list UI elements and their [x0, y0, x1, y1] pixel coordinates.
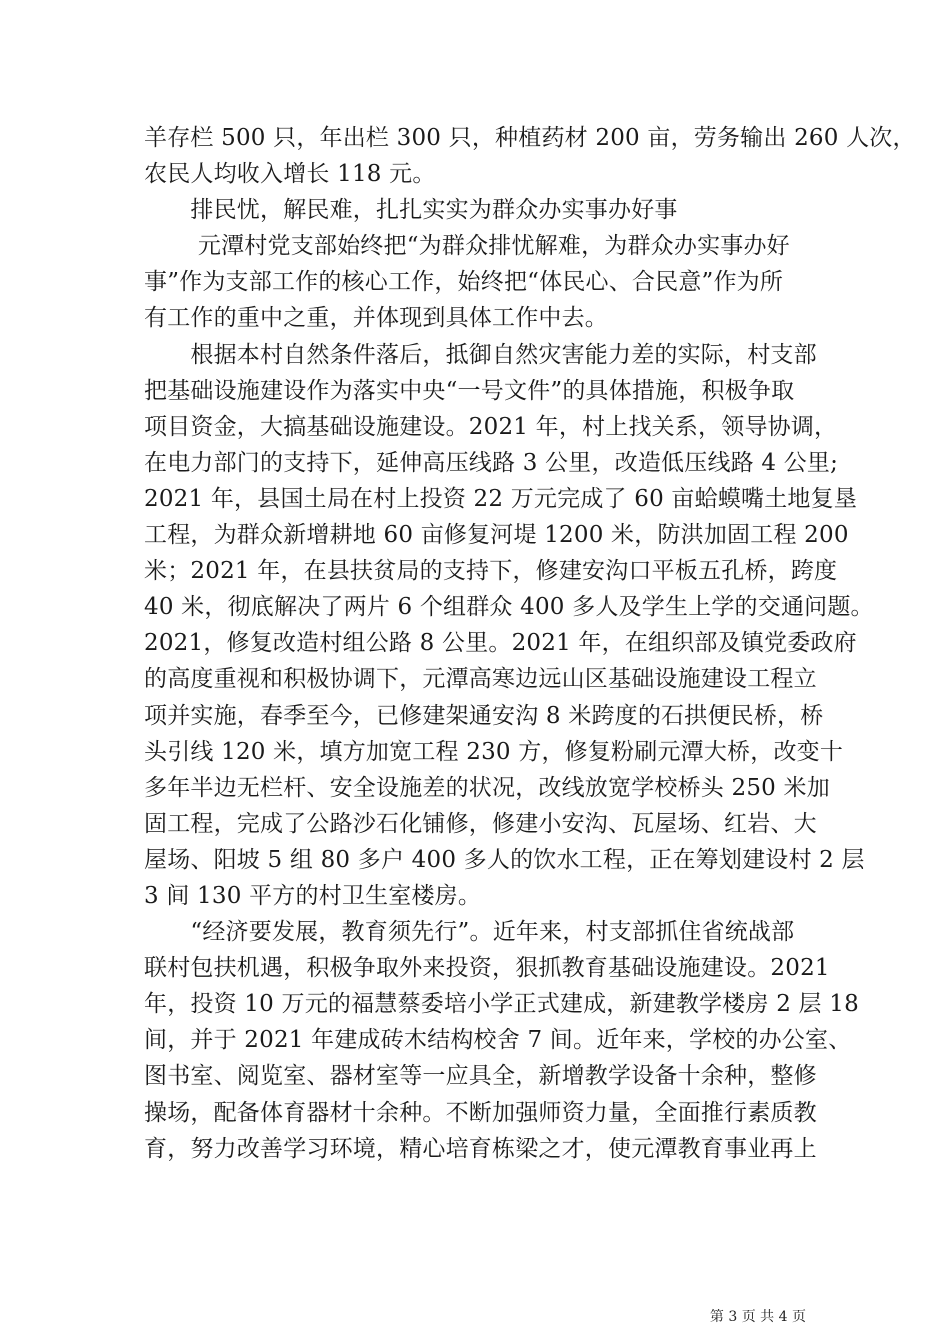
text-line: 根据本村自然条件落后，抵御自然灾害能力差的实际，村支部: [144, 341, 817, 368]
text-line: 工程，为群众新增耕地 60 亩修复河堤 1200 米，防洪加固工程 200: [144, 522, 849, 549]
text-line: 米；2021 年，在县扶贫局的支持下，修建安沟口平板五孔桥，跨度: [144, 558, 838, 585]
text-line: 2021 年，县国土局在村上投资 22 万元完成了 60 亩蛤蟆嘴土地复垦: [144, 485, 858, 512]
text-line: 固工程，完成了公路沙石化铺修，修建小安沟、瓦屋场、红岩、大: [144, 810, 817, 837]
text-line: 羊存栏 500 只，年出栏 300 只，种植药材 200 亩，劳务输出 260 人次，: [144, 125, 916, 151]
text-line: 间，并于 2021 年建成砖木结构校舍 7 间。近年来，学校的办公室、: [144, 1027, 852, 1054]
text-line: 操场，配备体育器材十余种。不断加强师资力量，全面推行素质教: [144, 1099, 817, 1126]
text-line: 把基础设施建设作为落实中央“一号文件”的具体措施，积极争取: [144, 377, 795, 404]
text-line: 联村包扶机遇，积极争取外来投资，狠抓教育基础设施建设。2021: [144, 955, 830, 982]
text-line: 项并实施，春季至今，已修建架通安沟 8 米跨度的石拱便民桥，桥: [144, 702, 824, 729]
text-line: 多年半边无栏杆、安全设施差的状况，改线放宽学校桥头 250 米加: [144, 774, 830, 801]
text-line: 2021，修复改造村组公路 8 公里。2021 年，在组织部及镇党委政府: [144, 630, 857, 657]
text-line: 3 间 130 平方的村卫生室楼房。: [144, 882, 482, 909]
text-line: 育，努力改善学习环境，精心培育栋梁之才，使元潭教育事业再上: [144, 1135, 817, 1162]
text-line: 年，投资 10 万元的福慧蔡委培小学正式建成，新建教学楼房 2 层 18: [144, 991, 859, 1018]
document-body: [144, 120, 916, 1167]
text-line: 屋场、阳坡 5 组 80 多户 400 多人的饮水工程，正在筹划建设村 2 层: [144, 846, 865, 873]
text-line: 有工作的重中之重，并体现到具体工作中去。: [144, 305, 608, 332]
section-heading: 排民忧，解民难，扎扎实实为群众办实事办好事: [144, 197, 678, 224]
text-line: 头引线 120 米，填方加宽工程 230 方，修复粉刷元潭大桥，改变十: [144, 738, 844, 765]
text-line: 图书室、阅览室、器材室等一应具全，新增教学设备十余种，整修: [144, 1063, 817, 1090]
text-line: 在电力部门的支持下，延伸高压线路 3 公里，改造低压线路 4 公里;: [144, 449, 839, 476]
text-line: “经济要发展，教育须先行”。近年来，村支部抓住省统战部: [144, 919, 795, 946]
text-line: 元潭村党支部始终把“为群众排忧解难，为群众办实事办好: [144, 233, 790, 260]
page-number: 第 3 页 共 4 页: [709, 1309, 806, 1325]
text-line: 40 米，彻底解决了两片 6 个组群众 400 多人及学生上学的交通问题。: [144, 594, 874, 621]
text-line: 农民人均收入增长 118 元。: [144, 161, 436, 188]
text-line: 的高度重视和积极协调下，元潭高寒边远山区基础设施建设工程立: [144, 666, 817, 693]
text-line: 事”作为支部工作的核心工作，始终把“体民心、合民意”作为所: [144, 269, 784, 296]
text-line: 项目资金，大搞基础设施建设。2021 年，村上找关系，领导协调，: [144, 413, 838, 440]
